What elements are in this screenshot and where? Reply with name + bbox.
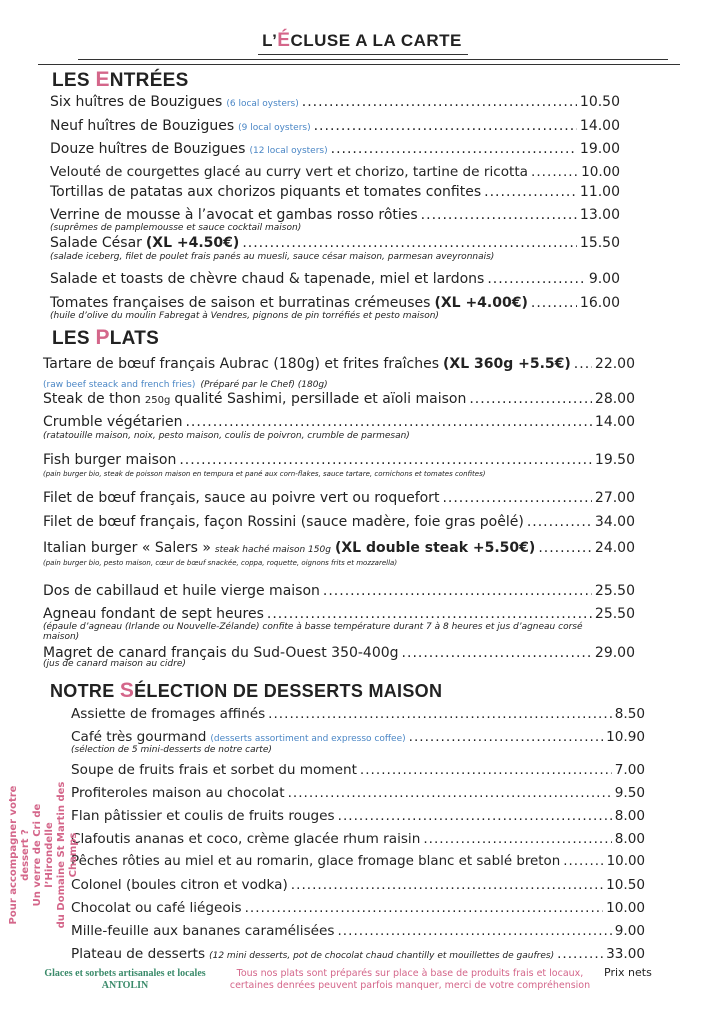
dot-leader: [337, 923, 611, 939]
item-name: Tortillas de patatas aux chorizos piquants et tomates confites: [50, 184, 482, 200]
dot-leader: [442, 490, 591, 506]
menu-item: [43, 606, 635, 622]
item-name: Tartare de bœuf français Aubrac (180g) et frites fraîches: [43, 356, 440, 372]
item-price: 8.00: [614, 831, 645, 847]
item-name: Six huîtres de Bouzigues: [50, 94, 223, 110]
dot-leader: [302, 94, 577, 110]
item-description: (salade iceberg, filet de poulet frais panés au muesli, sauce césar maison, parmesan aveyronnais): [50, 252, 495, 262]
dot-leader: [487, 271, 586, 287]
menu-item: [71, 729, 645, 745]
dot-leader: [531, 164, 578, 180]
item-english-note: (desserts assortiment and expresso coffee): [210, 734, 406, 744]
item-name: Café très gourmand: [71, 729, 207, 745]
side-note-line: dessert ?: [20, 829, 31, 881]
menu-item: [43, 391, 635, 407]
item-price: 14.00: [594, 414, 635, 430]
dot-leader: [267, 606, 592, 622]
dot-leader: [538, 540, 592, 556]
item-description: (pain burger bio, steak de poisson maison en tempura et pané aux corn-flakes, sauce tartare, cornichons et tomates confites): [43, 470, 486, 478]
item-xl-option: (XL +4.00€): [434, 295, 528, 311]
item-name: Plateau de desserts: [71, 946, 206, 962]
menu-item: [43, 583, 635, 599]
item-description: (pain burger bio, pesto maison, cœur de bœuf snackée, coppa, roquette, oignons frits et mozzarella): [43, 559, 398, 567]
dot-leader: [360, 762, 612, 778]
item-price: 10.90: [606, 729, 645, 745]
item-price: 10.50: [579, 94, 620, 110]
dot-leader: [527, 514, 592, 530]
item-name: Douze huîtres de Bouzigues: [50, 141, 246, 157]
item-price: 10.50: [606, 877, 645, 893]
menu-title: [0, 30, 724, 52]
item-price: 28.00: [594, 391, 635, 407]
item-price: 13.00: [579, 207, 620, 223]
item-price: 16.00: [579, 295, 620, 311]
item-price: 9.50: [614, 785, 645, 801]
dot-leader: [331, 141, 577, 157]
net-prices-label: Prix nets: [604, 966, 652, 979]
section-heading-desserts: [50, 679, 442, 703]
title-underline: [258, 54, 468, 55]
menu-item: [50, 295, 620, 311]
item-description: (huile d’olive du moulin Fabregat à Vendres, pignons de pin torréfiés et pesto maison): [50, 311, 439, 321]
item-price: 8.00: [614, 808, 645, 824]
header-divider-1: [78, 59, 668, 60]
menu-item: [50, 207, 620, 223]
item-note: (12 mini desserts, pot de chocolat chaud chantilly et mouillettes de gaufres): [209, 951, 555, 961]
item-english-note: (12 local oysters): [249, 146, 328, 156]
item-name: qualité Sashimi, persillade et aïoli maison: [174, 391, 467, 407]
item-price: 25.50: [594, 606, 635, 622]
item-price: 15.50: [579, 235, 620, 251]
item-name: Filet de bœuf français, façon Rossini (sauce madère, foie gras poêlé): [43, 514, 524, 530]
item-weight: 250g: [144, 395, 171, 406]
menu-item: [50, 141, 620, 157]
dot-leader: [402, 645, 592, 661]
section-heading-entrees: [52, 68, 189, 92]
menu-item: [71, 831, 645, 847]
dot-leader: [484, 184, 577, 200]
menu-item: [71, 706, 645, 722]
menu-item: [71, 808, 645, 824]
menu-item: [50, 271, 620, 287]
footer-text: certaines denrées peuvent parfois manquer, merci de votre compréhension: [229, 980, 591, 991]
item-description: (sélection de 5 mini-desserts de notre carte): [71, 745, 272, 755]
heading-accent-letter: E: [95, 68, 110, 91]
item-name: Clafoutis ananas et coco, crème glacée rhum raisin: [71, 831, 421, 847]
menu-item: [71, 854, 645, 869]
item-name: Pêches rôties au miel et au romarin, glace fromage blanc et sablé breton: [71, 854, 561, 869]
item-xl-option: (XL double steak +5.50€): [334, 540, 536, 556]
item-english-note: (6 local oysters): [226, 99, 299, 109]
item-price: 22.00: [594, 356, 635, 372]
title-rest: CLUSE A LA CARTE: [290, 31, 462, 50]
heading-text: LES: [52, 328, 96, 349]
menu-item: [71, 877, 645, 893]
item-name: Salade et toasts de chèvre chaud & tapenade, miel et lardons: [50, 271, 485, 287]
footer-text: Tous nos plats sont préparés sur place à base de produits frais et locaux,: [236, 968, 584, 979]
dot-leader: [242, 235, 577, 251]
item-description-line: (épaule d’agneau (Irlande ou Nouvelle-Zélande) confite à basse température durant 7 à 8 heures et jus d’agneau corsé: [43, 622, 583, 632]
menu-item: [43, 540, 635, 556]
item-price: 11.00: [579, 184, 620, 200]
item-description-line: maison): [43, 632, 80, 642]
item-xl-option: (XL +4.50€): [145, 235, 240, 251]
item-name: Fish burger maison: [43, 452, 177, 468]
item-price: 8.50: [614, 706, 645, 722]
item-price: 7.00: [614, 762, 645, 778]
header-divider-2: [38, 64, 680, 65]
menu-item: [43, 414, 635, 430]
item-name: Agneau fondant de sept heures: [43, 606, 264, 622]
section-heading-plats: [52, 326, 159, 350]
menu-item: [43, 514, 635, 530]
item-price: 9.00: [614, 923, 645, 939]
item-price: 10.00: [606, 854, 645, 869]
item-price: 9.00: [588, 271, 620, 287]
menu-item: [71, 946, 645, 962]
item-price: 34.00: [594, 514, 635, 530]
item-name: Chocolat ou café liégeois: [71, 900, 242, 916]
item-name: Velouté de courgettes glacé au curry vert et chorizo, tartine de ricotta: [50, 164, 529, 180]
item-name: Verrine de mousse à l’avocat et gambas rosso rôties: [50, 207, 418, 223]
supplier-name: ANTOLIN: [101, 980, 149, 991]
dot-leader: [179, 452, 592, 468]
title-accent-letter: É: [277, 30, 291, 51]
item-name: Mille-feuille aux bananes caramélisées: [71, 923, 335, 939]
side-note-line: Pour accompagner votre: [8, 785, 19, 925]
dot-leader: [245, 900, 603, 916]
item-name: Flan pâtissier et coulis de fruits rouges: [71, 808, 335, 824]
item-price: 14.00: [579, 118, 620, 134]
menu-item: [50, 118, 620, 134]
menu-item: [71, 762, 645, 778]
dot-leader: [288, 785, 612, 801]
side-note-line: du Domaine St Martin des Champs: [56, 781, 79, 929]
item-price: 19.50: [594, 452, 635, 468]
item-xl-option: (XL 360g +5.5€): [443, 356, 571, 372]
heading-accent-letter: S: [119, 679, 135, 702]
item-description: (ratatouille maison, noix, pesto maison, coulis de poivron, crumble de parmesan): [43, 431, 410, 441]
menu-item: [50, 235, 620, 251]
heading-text: ÉLECTION DE DESSERTS MAISON: [134, 681, 443, 701]
item-price: 10.00: [581, 164, 620, 180]
item-description: (Préparé par le Chef) (180g): [200, 380, 328, 390]
dot-leader: [291, 877, 603, 893]
dot-leader: [423, 831, 611, 847]
dot-leader: [557, 946, 603, 962]
dot-leader: [574, 356, 592, 372]
item-name: Crumble végétarien: [43, 414, 183, 430]
menu-item: [43, 356, 635, 372]
item-name: Steak de thon: [43, 391, 141, 407]
dot-leader: [185, 414, 591, 430]
item-note: steak haché maison 150g: [214, 545, 331, 555]
item-english-note: (raw beef steack and french fries): [43, 380, 196, 390]
footer-text: Glaces et sorbets artisanales et locales: [44, 968, 206, 979]
dot-leader: [469, 391, 592, 407]
item-name: Neuf huîtres de Bouzigues: [50, 118, 235, 134]
item-name: Salade César: [50, 235, 142, 251]
menu-item: [71, 785, 645, 801]
dot-leader: [531, 295, 577, 311]
dot-leader: [268, 706, 612, 722]
item-name: Profiteroles maison au chocolat: [71, 785, 285, 801]
item-price: 19.00: [579, 141, 620, 157]
item-price: 25.50: [594, 583, 635, 599]
menu-item: [50, 164, 620, 180]
title-prefix: L’: [262, 31, 278, 50]
fresh-products-disclaimer: [220, 968, 600, 992]
dot-leader: [314, 118, 577, 134]
ice-cream-supplier-note: [25, 968, 225, 992]
menu-item: [43, 452, 635, 468]
menu-item: [43, 490, 635, 506]
heading-text: NOTRE: [50, 681, 120, 701]
item-name: Dos de cabillaud et huile vierge maison: [43, 583, 320, 599]
item-name: Assiette de fromages affinés: [71, 706, 266, 722]
heading-text: NTRÉES: [109, 70, 189, 91]
item-description: (jus de canard maison au cidre): [43, 659, 186, 669]
menu-item: [50, 184, 620, 200]
dot-leader: [563, 854, 603, 869]
menu-item: [71, 900, 645, 916]
item-price: 24.00: [594, 540, 635, 556]
item-name: Tomates françaises de saison et burratinas crémeuses: [50, 295, 431, 311]
item-english-note: (9 local oysters): [238, 123, 311, 133]
dot-leader: [323, 583, 592, 599]
menu-item: [71, 923, 645, 939]
dot-leader: [421, 207, 577, 223]
item-description: [43, 622, 583, 642]
item-name: Magret de canard français du Sud-Ouest 350-400g: [43, 645, 399, 661]
item-name: Filet de bœuf français, sauce au poivre vert ou roquefort: [43, 490, 440, 506]
item-name: Colonel (boules citron et vodka): [71, 877, 288, 893]
dot-leader: [409, 729, 603, 745]
item-price: 33.00: [606, 946, 645, 962]
item-description-row: [43, 372, 328, 391]
item-price: 27.00: [594, 490, 635, 506]
item-price: 29.00: [594, 645, 635, 661]
heading-text: LES: [52, 70, 96, 91]
side-note-line: Un verre de Cri de l’Hirondelle: [32, 803, 55, 907]
dot-leader: [338, 808, 612, 824]
menu-item: [50, 94, 620, 110]
item-name: Italian burger « Salers »: [43, 540, 211, 556]
item-price: 10.00: [606, 900, 645, 916]
item-name: Soupe de fruits frais et sorbet du moment: [71, 762, 357, 778]
item-description: (suprêmes de pamplemousse et sauce cocktail maison): [50, 223, 302, 233]
wine-pairing-note: [8, 775, 79, 935]
heading-accent-letter: P: [95, 326, 110, 349]
heading-text: LATS: [109, 328, 160, 349]
